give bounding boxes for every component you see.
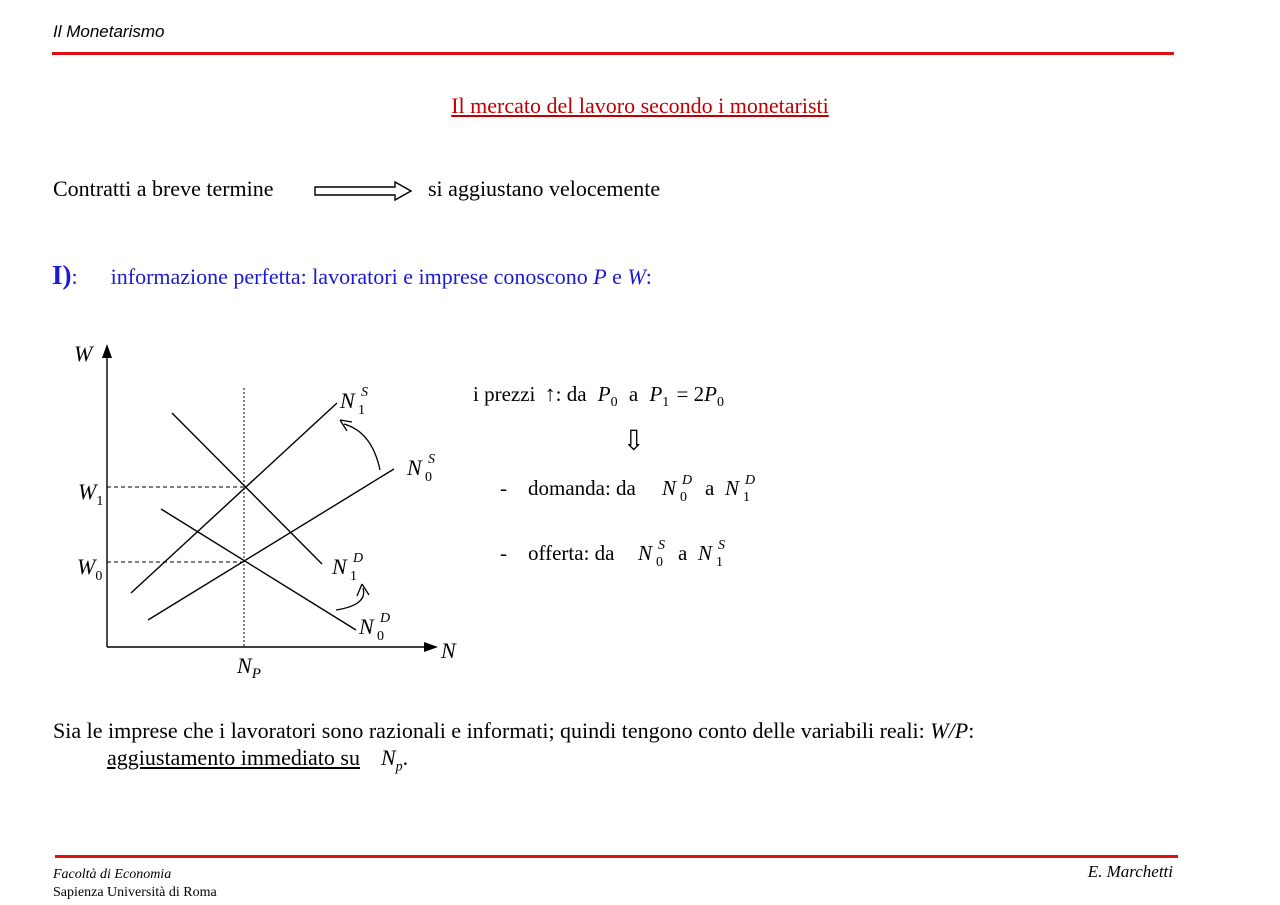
real-variable: W/P (930, 718, 969, 743)
offer-a: a (678, 541, 688, 565)
section-var-w: W (627, 264, 646, 289)
demand-curve-n0d (161, 509, 356, 630)
explanation (470, 375, 790, 585)
demand-to: N (725, 476, 740, 500)
conclusion-np: N (380, 745, 396, 770)
section-number: I) (52, 260, 72, 290)
section-var-p: P (593, 264, 607, 289)
demand-bullet: - (500, 476, 507, 500)
footer-left (53, 866, 217, 902)
supply-curve-n1s (131, 403, 337, 593)
double-arrow-right-icon (313, 180, 413, 202)
demand-from: N (662, 476, 677, 500)
supply-shift-arrowhead (340, 420, 352, 431)
section-text: informazione perfetta: lavoratori e imprese conoscono (110, 264, 588, 289)
demand-a: a (705, 476, 715, 500)
demand-from-sup: D (682, 473, 693, 488)
n1s-label: N (340, 388, 355, 413)
offer-from: N (638, 541, 653, 565)
y-axis-arrowhead (102, 344, 112, 358)
conclusion-colon: : (968, 718, 975, 743)
offer-bullet: - (500, 541, 507, 565)
offer-to: N (698, 541, 713, 565)
slide-title: Il mercato del lavoro secondo i monetaristi (451, 93, 829, 118)
demand-to-sup: D (745, 473, 756, 488)
n1d-label: N (332, 554, 347, 579)
conclusion (53, 718, 974, 775)
conclusion-period: . (402, 745, 409, 770)
supply-curve-n0s (148, 469, 394, 620)
np-label: $N_P$ (237, 653, 261, 682)
offer-from-sup: S (658, 538, 665, 553)
offer-from-sub: 0 (656, 555, 663, 570)
supply-shift-arrow (344, 424, 380, 470)
section-heading (52, 260, 652, 291)
prices-line: i prezzi ↑: da $P_0$ a $P_1$ = $2P_0$ (473, 381, 724, 410)
footer-faculty: Facoltà di Economia (53, 867, 172, 882)
line1-left: Contratti a breve termine (53, 176, 274, 201)
header-rule (52, 52, 1174, 55)
header-title: Il Monetarismo (53, 22, 165, 41)
implies-arrow-icon: ⇩ (622, 426, 646, 457)
demand-curve-n1d (172, 413, 322, 564)
footer-university: Sapienza Università di Roma (53, 885, 217, 900)
footer-rule (55, 855, 1178, 858)
n1d-sup: D (353, 551, 364, 566)
section-and: e (612, 264, 622, 289)
n1d-sub: 1 (350, 569, 357, 584)
n1s-sup: S (361, 385, 368, 400)
section-colon: : (71, 264, 78, 289)
n0s-sup: S (428, 452, 435, 467)
w1-label: $W_1$ (78, 479, 104, 509)
n0s-label: N (407, 455, 422, 480)
conclusion-np-sub: p (395, 759, 403, 775)
conclusion-line1: Sia le imprese che i lavoratori sono razionali e informati; quindi tengono conto delle variabili reali: (53, 718, 925, 743)
n0d-sup: D (380, 611, 391, 626)
offer-to-sup: S (718, 538, 725, 553)
labour-market-graph (60, 335, 480, 695)
n0d-sub: 0 (377, 629, 384, 644)
demand-to-sub: 1 (743, 490, 750, 505)
y-axis-label: W (74, 341, 93, 366)
offer-text: offerta: da (528, 541, 615, 565)
n1s-sub: 1 (358, 403, 365, 418)
n0d-label: N (359, 614, 374, 639)
section-end: : (645, 264, 652, 289)
demand-from-sub: 0 (680, 490, 687, 505)
demand-text: domanda: da (528, 476, 636, 500)
line1-right: si aggiustano velocemente (428, 176, 661, 201)
n0s-sub: 0 (425, 470, 432, 485)
conclusion-underlined: aggiustamento immediato su (107, 745, 360, 770)
footer-author: E. Marchetti (1087, 862, 1173, 881)
w0-label: $W_0$ (77, 554, 103, 584)
offer-to-sub: 1 (716, 555, 723, 570)
x-axis-arrowhead (424, 642, 438, 652)
x-axis-label: N (441, 638, 456, 663)
